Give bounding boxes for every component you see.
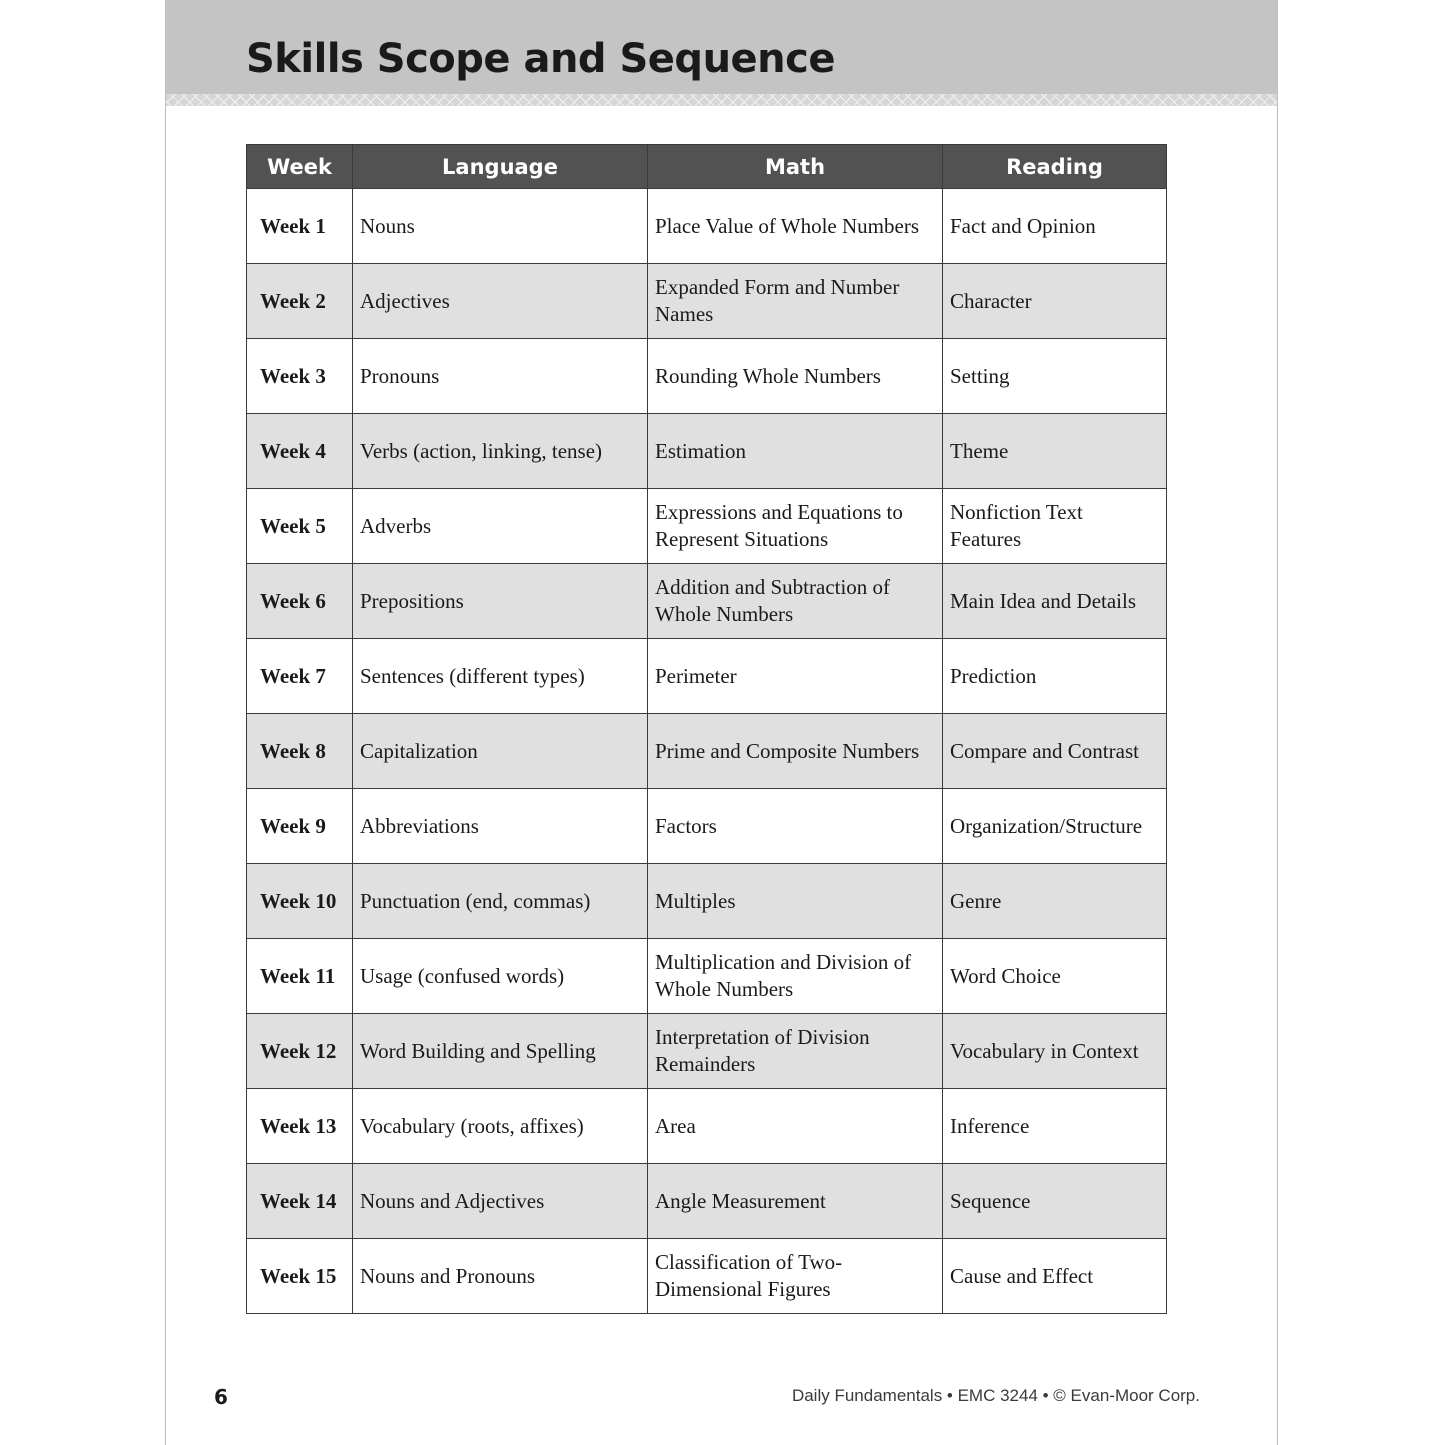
- reading-cell: Fact and Opinion: [943, 189, 1167, 264]
- table-row: [247, 714, 1167, 789]
- page-number: 6: [214, 1385, 228, 1409]
- language-cell: Punctuation (end, commas): [353, 864, 648, 939]
- reading-cell: Theme: [943, 414, 1167, 489]
- week-cell: Week 15: [247, 1239, 353, 1314]
- document-page: [165, 0, 1278, 1445]
- week-cell: Week 2: [247, 264, 353, 339]
- week-cell: Week 13: [247, 1089, 353, 1164]
- language-cell: Sentences (different types): [353, 639, 648, 714]
- language-cell: Pronouns: [353, 339, 648, 414]
- reading-cell: Genre: [943, 864, 1167, 939]
- table-header-row: [247, 145, 1167, 189]
- reading-cell: Setting: [943, 339, 1167, 414]
- week-cell: Week 9: [247, 789, 353, 864]
- language-cell: Nouns and Pronouns: [353, 1239, 648, 1314]
- math-cell: Area: [648, 1089, 943, 1164]
- reading-cell: Vocabulary in Context: [943, 1014, 1167, 1089]
- language-cell: Capitalization: [353, 714, 648, 789]
- math-cell: Expanded Form and Number Names: [648, 264, 943, 339]
- table-row: [247, 1014, 1167, 1089]
- week-cell: Week 6: [247, 564, 353, 639]
- reading-cell: Organization/Structure: [943, 789, 1167, 864]
- page-title: Skills Scope and Sequence: [246, 36, 835, 82]
- column-header-reading: Reading: [943, 145, 1167, 189]
- math-cell: Rounding Whole Numbers: [648, 339, 943, 414]
- reading-cell: Compare and Contrast: [943, 714, 1167, 789]
- table-row: [247, 939, 1167, 1014]
- reading-cell: Cause and Effect: [943, 1239, 1167, 1314]
- table-row: [247, 1164, 1167, 1239]
- table-row: [247, 489, 1167, 564]
- column-header-week: Week: [247, 145, 353, 189]
- week-cell: Week 1: [247, 189, 353, 264]
- math-cell: Expressions and Equations to Represent Situations: [648, 489, 943, 564]
- language-cell: Verbs (action, linking, tense): [353, 414, 648, 489]
- math-cell: Estimation: [648, 414, 943, 489]
- week-cell: Week 10: [247, 864, 353, 939]
- table-row: [247, 564, 1167, 639]
- reading-cell: Main Idea and Details: [943, 564, 1167, 639]
- table-row: [247, 1239, 1167, 1314]
- language-cell: Vocabulary (roots, affixes): [353, 1089, 648, 1164]
- math-cell: Factors: [648, 789, 943, 864]
- reading-cell: Nonfiction Text Features: [943, 489, 1167, 564]
- column-header-language: Language: [353, 145, 648, 189]
- math-cell: Place Value of Whole Numbers: [648, 189, 943, 264]
- table-row: [247, 339, 1167, 414]
- scope-sequence-table: [246, 144, 1167, 1314]
- table-row: [247, 864, 1167, 939]
- week-cell: Week 14: [247, 1164, 353, 1239]
- reading-cell: Word Choice: [943, 939, 1167, 1014]
- week-cell: Week 12: [247, 1014, 353, 1089]
- language-cell: Nouns and Adjectives: [353, 1164, 648, 1239]
- language-cell: Adverbs: [353, 489, 648, 564]
- reading-cell: Inference: [943, 1089, 1167, 1164]
- week-cell: Week 8: [247, 714, 353, 789]
- week-cell: Week 4: [247, 414, 353, 489]
- table-row: [247, 789, 1167, 864]
- week-cell: Week 7: [247, 639, 353, 714]
- footer-credit: Daily Fundamentals • EMC 3244 • © Evan-Moor Corp.: [791, 1386, 1200, 1405]
- reading-cell: Prediction: [943, 639, 1167, 714]
- reading-cell: Character: [943, 264, 1167, 339]
- week-cell: Week 3: [247, 339, 353, 414]
- language-cell: Adjectives: [353, 264, 648, 339]
- math-cell: Multiplication and Division of Whole Numbers: [648, 939, 943, 1014]
- week-cell: Week 11: [247, 939, 353, 1014]
- math-cell: Addition and Subtraction of Whole Numbers: [648, 564, 943, 639]
- reading-cell: Sequence: [943, 1164, 1167, 1239]
- math-cell: Angle Measurement: [648, 1164, 943, 1239]
- week-cell: Week 5: [247, 489, 353, 564]
- table-row: [247, 264, 1167, 339]
- table-row: [247, 189, 1167, 264]
- language-cell: Nouns: [353, 189, 648, 264]
- language-cell: Prepositions: [353, 564, 648, 639]
- table-row: [247, 1089, 1167, 1164]
- language-cell: Usage (confused words): [353, 939, 648, 1014]
- math-cell: Classification of Two-Dimensional Figures: [648, 1239, 943, 1314]
- math-cell: Prime and Composite Numbers: [648, 714, 943, 789]
- math-cell: Multiples: [648, 864, 943, 939]
- table-row: [247, 414, 1167, 489]
- language-cell: Abbreviations: [353, 789, 648, 864]
- math-cell: Perimeter: [648, 639, 943, 714]
- column-header-math: Math: [648, 145, 943, 189]
- table-row: [247, 639, 1167, 714]
- header-band: [166, 0, 1277, 94]
- language-cell: Word Building and Spelling: [353, 1014, 648, 1089]
- math-cell: Interpretation of Division Remainders: [648, 1014, 943, 1089]
- decorative-pattern-strip: [166, 94, 1277, 106]
